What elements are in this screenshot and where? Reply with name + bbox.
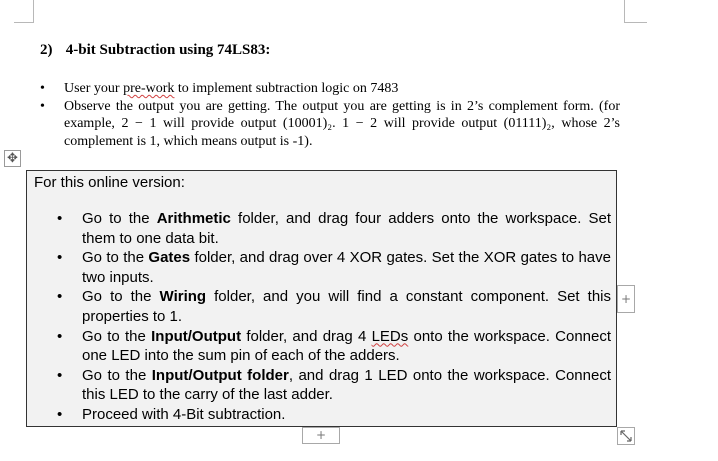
instruction-item: • Observe the output you are getting. The output you are getting is in 2’s complement form. (for example, 2 − 1 will provide output (10001)₂. 1 − 2 will provide output (01111)₂, whose 2’s complement is 1, which means output is -1).	[40, 98, 620, 149]
bullet-icon: •	[40, 98, 45, 114]
resize-arrows-glyph	[618, 428, 634, 444]
online-steps-list	[57, 209, 611, 425]
list-item: • Go to the Input/Output folder, and drag 1 LED onto the workspace. Connect this LED to the carry of the last adder.	[57, 366, 612, 404]
online-version-text-box[interactable]	[26, 170, 617, 427]
diagonal-resize-icon[interactable]	[617, 427, 635, 445]
bullet-icon: •	[40, 81, 45, 96]
instruction-item: • User your pre-work to implement subtraction logic on 7483	[40, 81, 399, 96]
layout-options-button[interactable]: +	[617, 285, 635, 313]
bullet-icon: •	[57, 249, 63, 267]
bullet-icon: •	[57, 288, 63, 306]
bullet-icon: •	[57, 366, 63, 384]
section-heading	[40, 42, 270, 59]
list-item: • Proceed with 4-Bit subtraction.	[57, 405, 286, 423]
instruction-list	[40, 80, 620, 150]
section-number: 2)	[40, 42, 53, 58]
page-corner-mark-top-left	[14, 0, 34, 23]
list-item: • Go to the Wiring folder, and you will find a constant component. Set this properties to 1.	[57, 288, 611, 325]
text-box-heading: For this online version:	[34, 174, 185, 191]
bullet-icon: •	[57, 405, 63, 423]
list-item: • Go to the Input/Output folder, and drag 4 LEDs onto the workspace. Connect one LED into the sum pin of each of the adders.	[57, 327, 612, 365]
spellcheck-flagged-word: LEDs	[371, 327, 409, 345]
add-below-button[interactable]: +	[302, 427, 340, 444]
move-handle-icon[interactable]: ✥	[4, 150, 21, 167]
page-corner-mark-top-right	[624, 0, 647, 23]
bullet-icon: •	[57, 327, 63, 345]
bullet-icon: •	[57, 210, 63, 227]
spellcheck-flagged-word: pre-work	[123, 81, 175, 96]
section-title: 4-bit Subtraction using 74LS83:	[65, 42, 271, 58]
list-item: • Go to the Gates folder, and drag over 4 XOR gates. Set the XOR gates to have two inputs.	[57, 249, 611, 286]
list-item: • Go to the Arithmetic folder, and drag four adders onto the workspace. Set them to one data bit.	[57, 210, 611, 247]
